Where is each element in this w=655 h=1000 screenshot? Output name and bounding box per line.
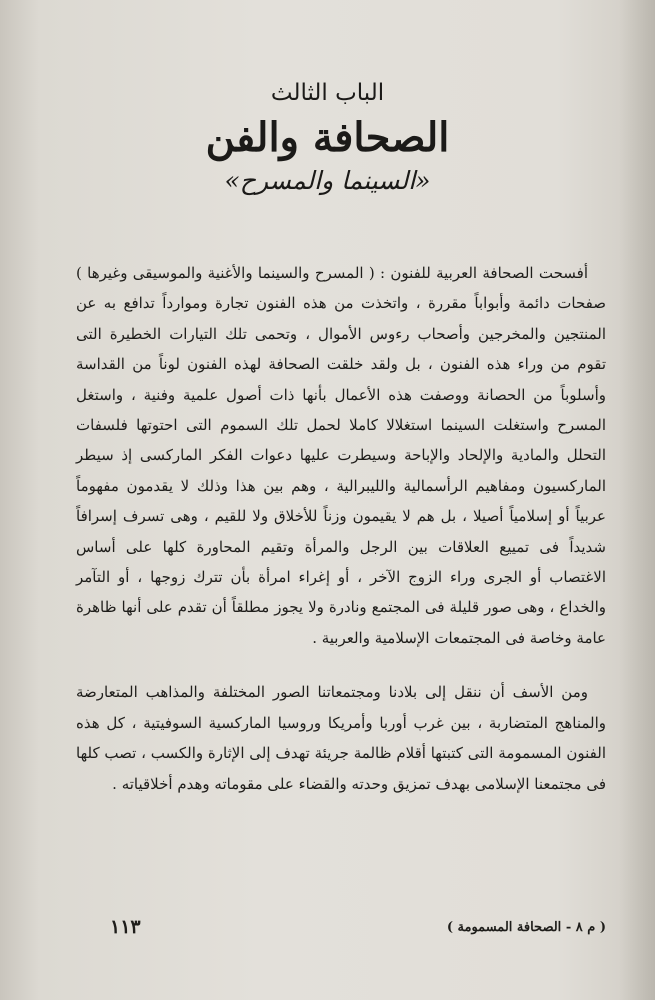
chapter-header — [0, 78, 655, 198]
chapter-title: الصحافة والفن — [205, 114, 450, 161]
paragraph-1: أفسحت الصحافة العربية للفنون : ( المسرح والسينما والأغنية والموسيقى وغيرها ) صفحات دائمة وأبواباً مقررة ، واتخذت من هذه الفنون تجارة وموارداً تدافع به عن المنتجين والمخرجين وأصحاب رءوس الأموال ، وتحمى تلك التيارات الخطيرة التى تقوم من وراء هذه الفنون ، بل ولقد خلقت الصحافة لهذه الفنون لوناً من القداسة وأسلوباً من الحصانة ووصفت هذه الأعمال بأنها ذات أصول علمية وفنية ، واستغل المسرح واستغلت السينما استغلالا كاملا لحمل تلك السموم التى احتوتها فلسفات التحلل والمادية والإلحاد والإباحة وسيطرت عليها دعوات الفكر الماركسى إذ سيطر الماركسيون ومفاهيم الرأسمالية والليبرالية ، وهم بين هذا وذلك لا يقدمون مفهوماً عربياً أو إسلامياً أصيلا ، بل هم لا يقيمون وزناً للأخلاق ولا للقيم ، وهى تسرف إسرافاً شديداً فى تمييع العلاقات بين الرجل والمرأة وتقيم المحاورة كلها على أساس الاغتصاب أو الجرى وراء الزوج الآخر ، أو إغراء امرأة بأن تترك زوجها ، أو التآمر والخداع ، وهى صور قليلة فى المجتمع ونادرة ولا يجوز مطلقاً أن تقدم على أنها ظاهرة عامة وخاصة فى المجتمعات الإسلامية والعربية . — [76, 264, 606, 647]
paragraph-2: ومن الأسف أن ننقل إلى بلادنا ومجتمعاتنا الصور المختلفة والمذاهب المتعارضة والمناهج المتضاربة ، بين غرب أوربا وأمريكا وروسيا الماركسية السوفيتية ، كل هذه الفنون المسمومة التى كتبتها أقلام ظالمة جريئة تهدف إلى الإثارة والكسب ، تصب كلها فى مجتمعنا الإسلامى بهدف تمزيق وحدته والقضاء على مقوماته وهدم أخلاقياته . — [76, 683, 606, 793]
signature-mark: ( م ٨ - الصحافة المسمومة ) — [446, 920, 606, 935]
chapter-label: الباب الثالث — [270, 80, 385, 106]
chapter-subtitle: «السينما والمسرح» — [224, 166, 431, 195]
page-footer — [110, 916, 606, 946]
body-text — [76, 258, 606, 799]
page-number: ١١٣ — [110, 916, 141, 938]
